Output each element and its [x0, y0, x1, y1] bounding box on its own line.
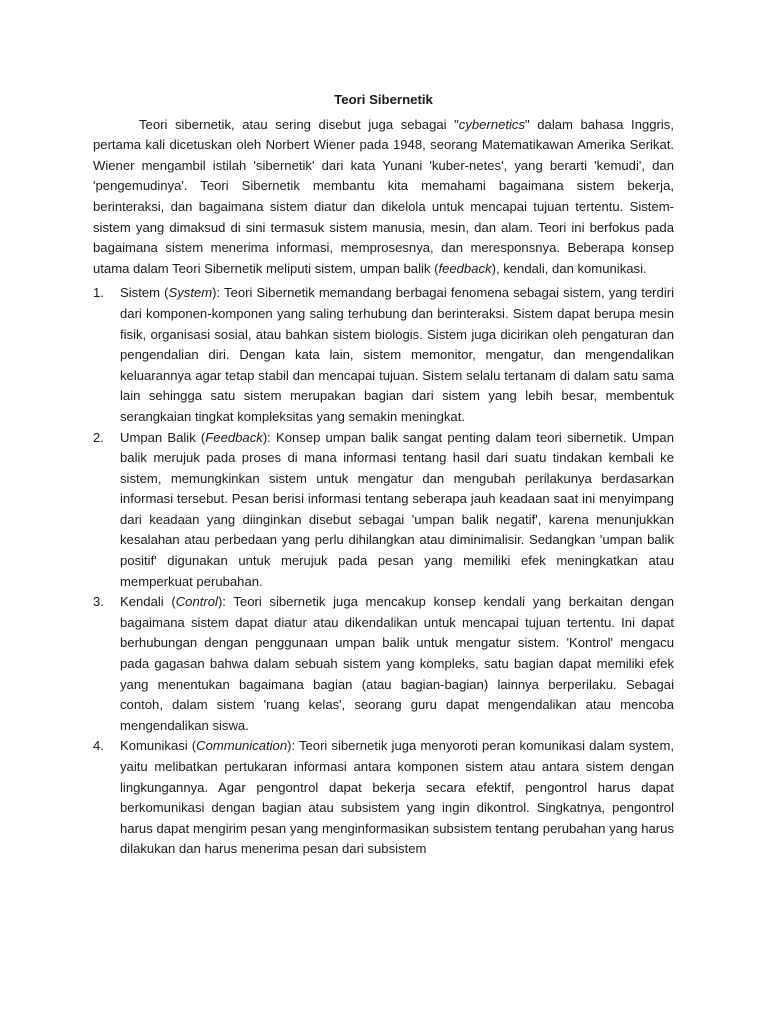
list-item-feedback	[93, 428, 674, 593]
list-item-system	[93, 283, 674, 427]
item-label: Komunikasi (	[120, 738, 197, 754]
item-text: ): Teori sibernetik juga menyoroti peran komunikasi dalam system, yaitu melibatkan pertukaran informasi antara komponen sistem atau antara sistem dengan lingkungannya. Agar pengontrol dapat bekerja secara efektif, pengontrol harus dapat berkomunikasi dengan bagian atau subsistem yang ingin dikontrol. Singkatnya, pengontrol harus dapat mengirim pesan yang menginformasikan subsistem tentang perubahan yang harus dilakukan dan harus menerima pesan dari subsistem	[120, 738, 674, 857]
item-label: Sistem (	[120, 285, 169, 301]
intro-term-feedback: feedback	[438, 260, 492, 276]
item-text: ): Teori Sibernetik memandang berbagai fenomena sebagai sistem, yang terdiri dari komponen-komponen yang saling terhubung dan berinteraksi. Sistem dapat berupa mesin fisik, organisasi sosial, atau bahkan sistem biologis. Sistem juga dicirikan oleh pengaturan dan pengendalian diri. Dengan kata lain, sistem memonitor, mengatur, dan mengendalikan keluarannya agar tetap stabil dan mencapai tujuan. Sistem selalu tertanam di dalam satu sama lain sehingga satu sistem merupakan bagian dari sistem yang lebih besar, membentuk serangkaian tingkat kompleksitas yang semakin meningkat.	[120, 285, 674, 424]
document-title: Teori Sibernetik	[334, 92, 433, 107]
list-item-control	[93, 592, 674, 736]
intro-text-start: Teori sibernetik, atau sering disebut juga sebagai "	[139, 116, 459, 132]
concept-list	[93, 283, 674, 860]
list-number: 3.	[93, 594, 104, 610]
intro-text-middle: " dalam bahasa Inggris, pertama kali dicetuskan oleh Norbert Wiener pada 1948, seorang Matematikawan Amerika Serikat. Wiener mengambil istilah 'sibernetik' dari kata Yunani 'kuber-netes', yang berarti 'kemudi', dan 'pengemudinya'. Teori Sibernetik membantu kita memahami bagaimana sistem bekerja, berinteraksi, dan bagaimana sistem diatur dan dikelola untuk mencapai tujuan tertentu. Sistem-sistem yang dimaksud di sini termasuk sistem manusia, mesin, dan alam. Teori ini berfokus pada bagaimana sistem menerima informasi, memprosesnya, dan meresponsnya. Beberapa konsep utama dalam Teori Sibernetik meliputi sistem, umpan balik (	[93, 116, 674, 276]
document-page	[93, 90, 674, 860]
list-number: 4.	[93, 738, 104, 754]
item-term: Feedback	[205, 429, 263, 445]
intro-text-end: ), kendali, dan komunikasi.	[491, 260, 647, 276]
list-number: 2.	[93, 429, 104, 445]
intro-term-cybernetics: cybernetics	[458, 116, 526, 132]
item-text: ): Konsep umpan balik sangat penting dalam teori sibernetik. Umpan balik merujuk pada proses di mana informasi tentang hasil dari suatu tindakan kembali ke sistem, memungkinkan sistem untuk mengatur dan mengubah perilakunya berdasarkan informasi tersebut. Pesan berisi informasi tentang seberapa jauh keadaan saat ini menyimpang dari keadaan yang diinginkan disebut sebagai 'umpan balik negatif', karena menunjukkan kesalahan atau perbedaan yang perlu dihilangkan atau diminimalisir. Sedangkan 'umpan balik positif' digunakan untuk merujuk pada pesan yang memiliki efek meningkatkan atau memperkuat perubahan.	[120, 429, 674, 589]
item-label: Kendali (	[120, 594, 176, 610]
item-term: System	[168, 285, 213, 301]
item-text: ): Teori sibernetik juga mencakup konsep kendali yang berkaitan dengan bagaimana sistem dapat diatur atau dikendalikan untuk mencapai tujuan tertentu. Ini dapat berhubungan dengan penggunaan umpan balik untuk mengatur sistem. 'Kontrol' mengacu pada gagasan bahwa dalam sebuah sistem yang kompleks, satu bagian dapat memiliki efek yang menentukan bagaimana bagian (atau bagian-bagian) lainnya berperilaku. Sebagai contoh, dalam sistem 'ruang kelas', seorang guru dapat mengendalikan atau mencoba mengendalikan siswa.	[120, 594, 674, 733]
item-term: Communication	[196, 738, 288, 754]
item-term: Control	[175, 594, 218, 610]
intro-paragraph	[93, 115, 674, 280]
item-label: Umpan Balik (	[120, 429, 206, 445]
list-item-communication	[93, 736, 674, 860]
list-number: 1.	[93, 285, 104, 301]
